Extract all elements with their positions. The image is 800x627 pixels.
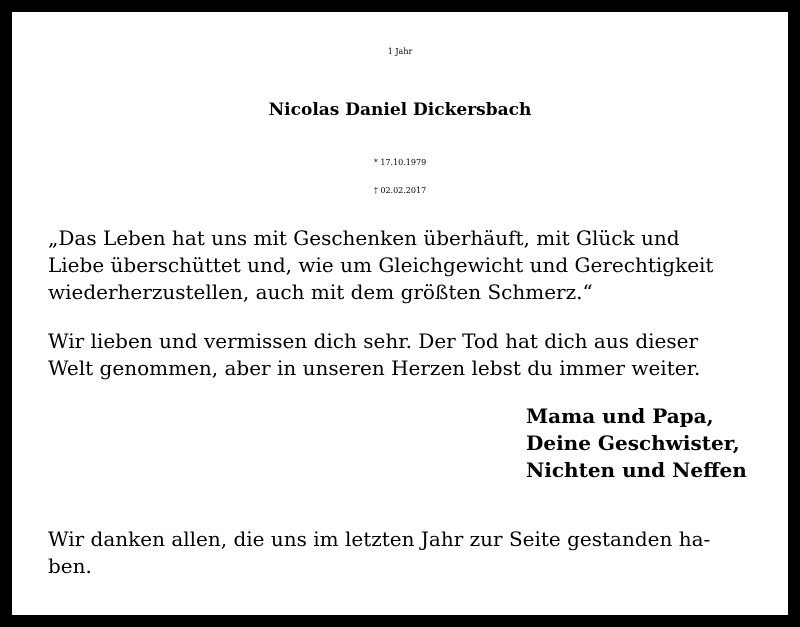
quote-line: „Das Leben hat uns mit Geschenken überhäuft, mit Glück und xyxy=(48,226,680,250)
birth-date: * 17.10.1979 xyxy=(373,158,427,167)
death-date: † 02.02.2017 xyxy=(373,186,427,195)
thanks-line: ben. xyxy=(48,554,92,578)
deceased-name: Nicolas Daniel Dickersbach xyxy=(268,100,532,120)
signature-line: Deine Geschwister, xyxy=(526,431,740,455)
message-line: Welt genommen, aber in unseren Herzen lebst du immer weiter. xyxy=(48,356,701,380)
quote-line: wiederherzustellen, auch mit dem größten Schmerz.“ xyxy=(48,280,593,304)
message-line: Wir lieben und vermissen dich sehr. Der Tod hat dich aus dieser xyxy=(48,329,699,353)
signature-line: Mama und Papa, xyxy=(526,404,714,428)
anniversary-label: 1 Jahr xyxy=(387,47,413,56)
quote-line: Liebe überschüttet und, wie um Gleichgewicht und Gerechtigkeit xyxy=(48,253,714,277)
signature-line: Nichten und Neffen xyxy=(526,458,747,482)
thanks-line: Wir danken allen, die uns im letzten Jahr zur Seite gestanden ha- xyxy=(48,527,711,551)
